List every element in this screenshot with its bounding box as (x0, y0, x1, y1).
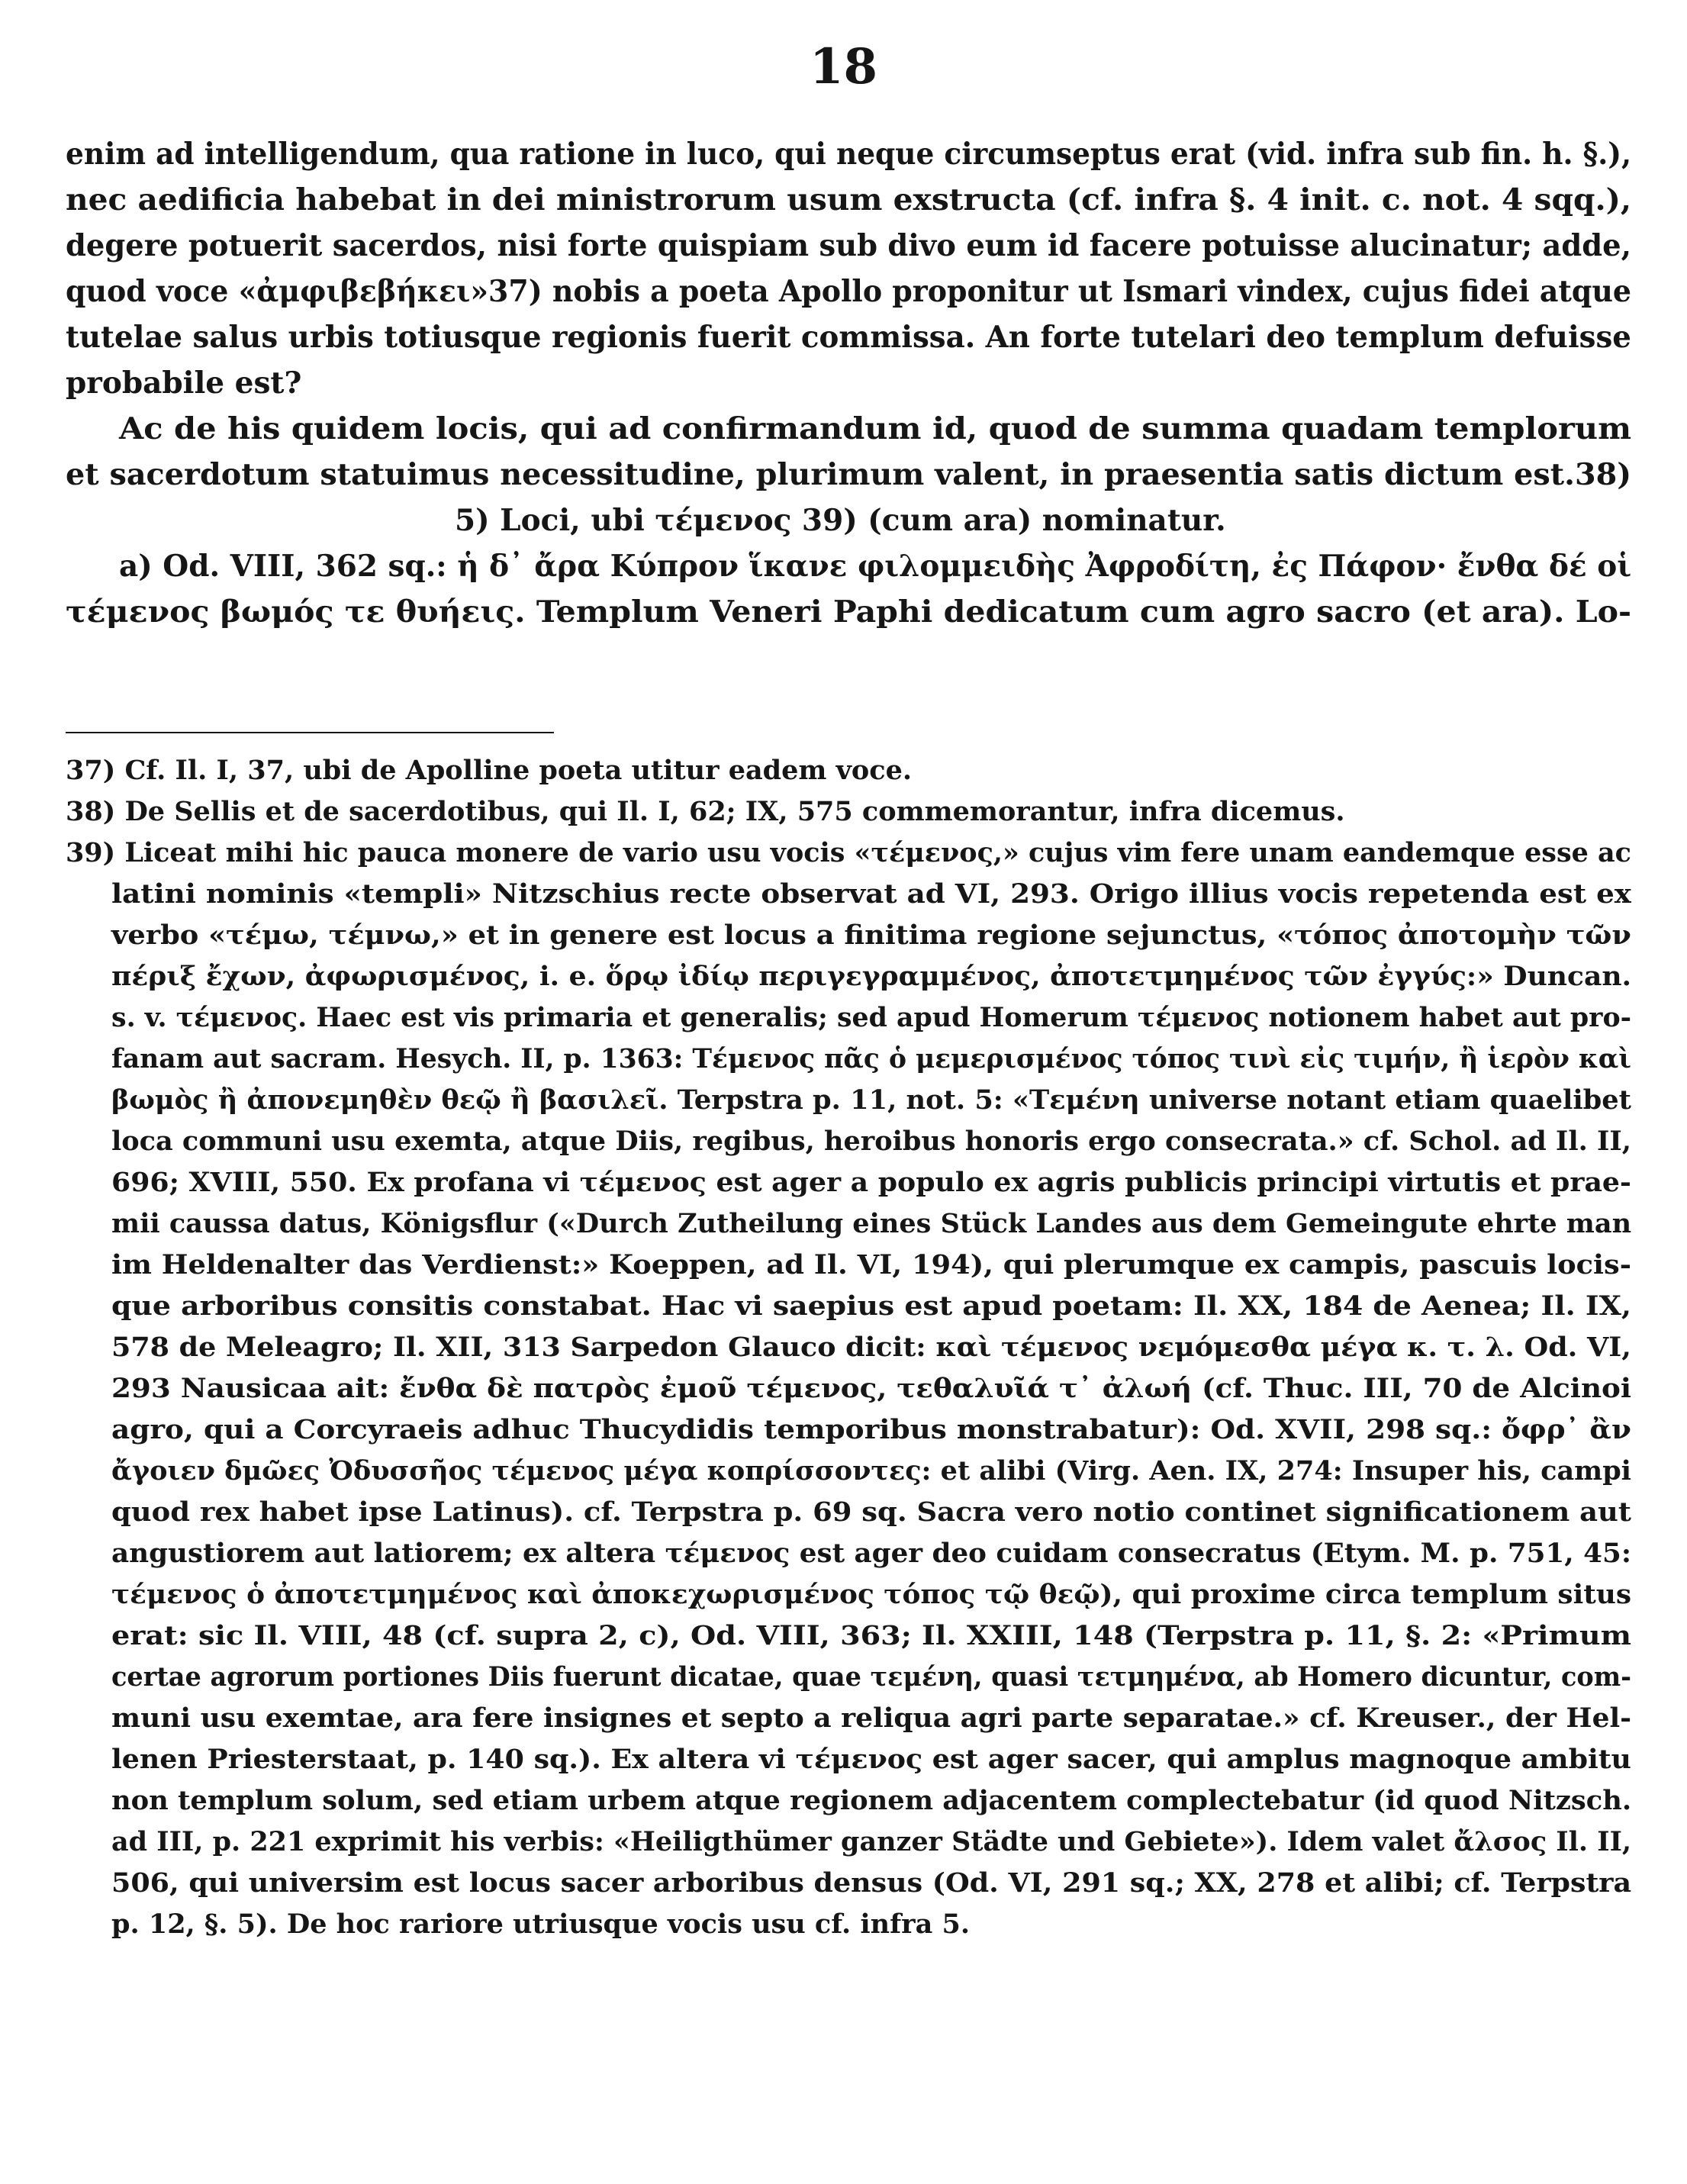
footnote-line: 696; XVIII, 550. Ex profana vi τέμενος est ager a populo ex agris publicis principi virtutis et prae- (111, 1167, 1631, 1198)
footnote-line: s. v. τέμενος. Haec est vis primaria et generalis; sed apud Homerum τέμενος notionem habet aut pro- (111, 1002, 1631, 1033)
footnote-line: πέριξ ἔχων, ἀφωρισμένος, i. e. ὅρῳ ἰδίῳ περιγεγραμμένος, ἀποτετμημένος τῶν ἐγγύς:» Duncan. (111, 961, 1631, 992)
footnote-line: τέμενος ὁ ἀποτετμημένος καὶ ἀποκεχωρισμένος τόπος τῷ θεῷ), qui proxime circa templum situs (111, 1579, 1631, 1610)
footnote-line: non templum solum, sed etiam urbem atque regionem adjacentem complectebatur (id quod Nitzsch. (111, 1785, 1631, 1816)
footnote-rule (66, 732, 554, 733)
footnote-line: verbo «τέμω, τέμνω,» et in genere est locus a finitima regione sejunctus, «τόπος ἀποτομὴν τῶν (111, 920, 1631, 951)
text-line: 5) Loci, ubi τέμενος 39) (cum ara) nominatur. (455, 503, 1226, 538)
footnote-line: βωμὸς ἢ ἀπονεμηθὲν θεῷ ἢ βασιλεῖ. Terpstra p. 11, not. 5: «Τεμένη universe notant etiam quaelibet (111, 1084, 1631, 1116)
footnote-line: quod rex habet ipse Latinus). cf. Terpstra p. 69 sq. Sacra vero notio continet significationem aut (111, 1496, 1631, 1528)
footnote-line: 37) Cf. Il. I, 37, ubi de Apolline poeta utitur eadem voce. (66, 755, 913, 786)
text-line: degere potuerit sacerdos, nisi forte quispiam sub divo eum id facere potuisse alucinatur; adde, (66, 228, 1631, 263)
footnote-line: angustiorem aut latiorem; ex altera τέμενος est ager deo cuidam consecratus (Etym. M. p. 751, 45: (111, 1538, 1631, 1569)
footnote-line: ad III, p. 221 exprimit his verbis: «Heiligthümer ganzer Städte und Gebiete»). Idem valet ἄλσος Il. II, (111, 1826, 1631, 1857)
text-line: nec aedificia habebat in dei ministrorum usum exstructa (cf. infra §. 4 init. c. not. 4 sqq.), (66, 182, 1631, 217)
footnote-line: agro, qui a Corcyraeis adhuc Thucydidis temporibus monstrabatur): Od. XVII, 298 sq.: ὄφρ᾽ ἂν (111, 1414, 1631, 1445)
footnote-line: 578 de Meleagro; Il. XII, 313 Sarpedon Glauco dicit: καὶ τέμενος νεμόμεσθα μέγα κ. τ. λ. Od. VI, (111, 1332, 1631, 1363)
text-line: quod voce «ἀμφιβεβήκει»37) nobis a poeta Apollo proponitur ut Ismari vindex, cujus fidei atque (66, 274, 1631, 309)
footnote-line: 506, qui universim est locus sacer arboribus densus (Od. VI, 291 sq.; XX, 278 et alibi; cf. Terpstra (111, 1867, 1631, 1899)
footnote-line: lenen Priesterstaat, p. 140 sq.). Ex altera vi τέμενος est ager sacer, qui amplus magnoque ambitu (111, 1744, 1631, 1775)
footnote-line: que arboribus consitis constabat. Hac vi saepius est apud poetam: Il. XX, 184 de Aenea; Il. IX, (111, 1290, 1631, 1322)
footnote-line: 38) De Sellis et de sacerdotibus, qui Il. I, 62; IX, 575 commemorantur, infra dicemus. (66, 796, 1345, 827)
footnote-line: latini nominis «templi» Nitzschius recte observat ad VI, 293. Origo illius vocis repetenda est ex (111, 878, 1631, 910)
footnote-line: mii caussa datus, Königsflur («Durch Zutheilung eines Stück Landes aus dem Gemeingute ehrte man (111, 1208, 1631, 1239)
footnote-line: muni usu exemtae, ara fere insignes et septo a reliqua agri parte separatae.» cf. Kreuser., der Hel- (111, 1702, 1631, 1734)
main-text (66, 131, 1631, 635)
footnote-line: 39) Liceat mihi hic pauca monere de vario usu vocis «τέμενος,» cujus vim fere unam eandemque esse ac (66, 837, 1631, 868)
text-line: tutelae salus urbis totiusque regionis fuerit commissa. An forte tutelari deo templum defuisse (66, 320, 1631, 355)
footnote-line: certae agrorum portiones Diis fuerunt dicatae, quae τεμένη, quasi τετμημένα, ab Homero dicuntur, com- (111, 1661, 1631, 1693)
text-line: enim ad intelligendum, qua ratione in luco, qui neque circumseptus erat (vid. infra sub fin. h. §.), (66, 137, 1631, 172)
text-line: a) Od. VIII, 362 sq.: ἡ δ᾽ ἄρα Κύπρον ἵκανε φιλομμειδὴς Ἀφροδίτη, ἐς Πάφον· ἔνθα δέ οἱ (119, 549, 1631, 584)
footnote-line: fanam aut sacram. Hesych. II, p. 1363: Τέμενος πᾶς ὁ μεμερισμένος τόπος τινὶ εἰς τιμήν, ἢ ἱερὸν καὶ (111, 1043, 1631, 1074)
footnotes (66, 750, 1631, 1945)
footnote-line: erat: sic Il. VIII, 48 (cf. supra 2, c), Od. VIII, 363; Il. XXIII, 148 (Terpstra p. 11, §. 2: «Primum (111, 1620, 1631, 1651)
footnote-line: 293 Nausicaa ait: ἔνθα δὲ πατρὸς ἐμοῦ τέμενος, τεθαλυῖά τ᾽ ἀλωή (cf. Thuc. III, 70 de Alcinoi (111, 1373, 1631, 1404)
footnote-line: ἄγοιεν δμῶες Ὀδυσσῆος τέμενος μέγα κοπρίσσοντες: et alibi (Virg. Aen. IX, 274: Insuper his, campi (111, 1455, 1631, 1487)
footnote-line: loca communi usu exemta, atque Diis, regibus, heroibus honoris ergo consecrata.» cf. Schol. ad Il. II, (111, 1126, 1631, 1157)
footnote-line: im Heldenalter das Verdienst:» Koeppen, ad Il. VI, 194), qui plerumque ex campis, pascuis locis- (111, 1249, 1631, 1280)
text-line: τέμενος βωμός τε θυήεις. Templum Veneri Paphi dedicatum cum agro sacro (et ara). Lo- (66, 594, 1631, 630)
text-line: Ac de his quidem locis, qui ad confirmandum id, quod de summa quadam templorum (119, 411, 1631, 446)
footnote-line: p. 12, §. 5). De hoc rariore utriusque vocis usu cf. infra 5. (111, 1909, 971, 1940)
text-line: probabile est? (66, 366, 302, 401)
text-line: et sacerdotum statuimus necessitudine, plurimum valent, in praesentia satis dictum est.38) (66, 457, 1631, 492)
page-number: 18 (809, 38, 878, 95)
